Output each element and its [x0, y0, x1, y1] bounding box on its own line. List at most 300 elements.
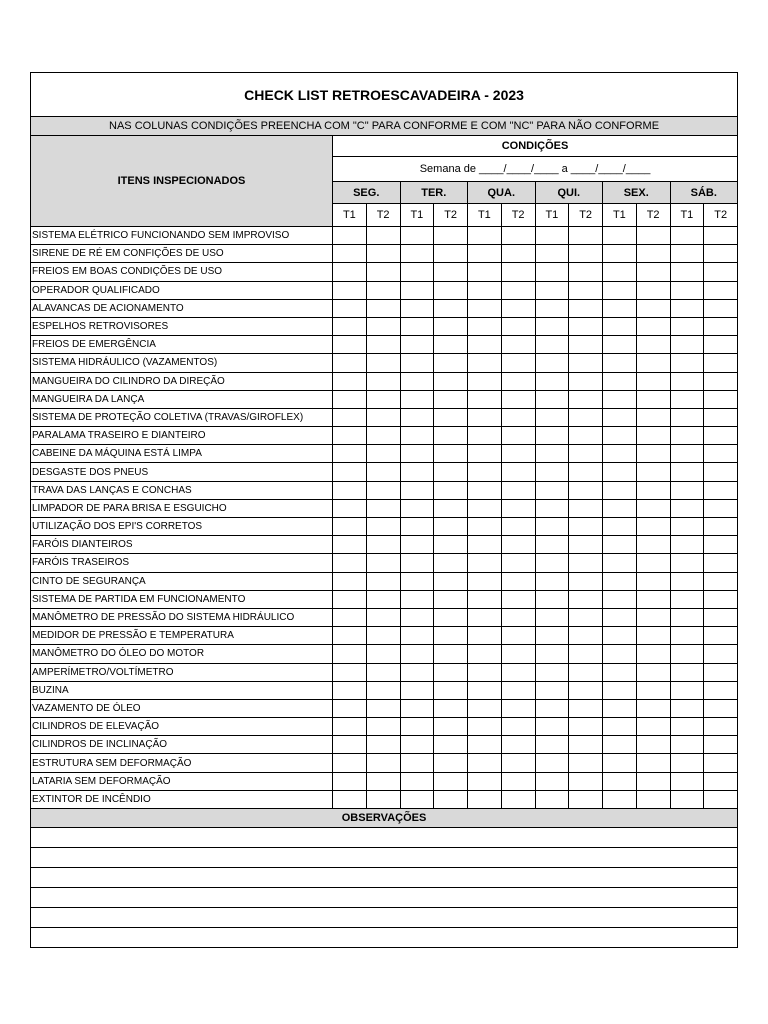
condition-cell[interactable]	[434, 317, 468, 335]
condition-cell[interactable]	[636, 427, 670, 445]
condition-cell[interactable]	[434, 354, 468, 372]
condition-cell[interactable]	[535, 790, 569, 808]
condition-cell[interactable]	[468, 790, 502, 808]
condition-cell[interactable]	[569, 245, 603, 263]
condition-cell[interactable]	[400, 736, 434, 754]
condition-cell[interactable]	[333, 499, 367, 517]
condition-cell[interactable]	[704, 317, 738, 335]
condition-cell[interactable]	[670, 681, 704, 699]
condition-cell[interactable]	[535, 408, 569, 426]
condition-cell[interactable]	[569, 336, 603, 354]
condition-cell[interactable]	[366, 518, 400, 536]
condition-cell[interactable]	[501, 408, 535, 426]
condition-cell[interactable]	[535, 536, 569, 554]
observation-line[interactable]	[31, 928, 738, 948]
condition-cell[interactable]	[366, 245, 400, 263]
condition-cell[interactable]	[603, 354, 637, 372]
condition-cell[interactable]	[636, 772, 670, 790]
condition-cell[interactable]	[366, 427, 400, 445]
condition-cell[interactable]	[400, 518, 434, 536]
condition-cell[interactable]	[400, 372, 434, 390]
condition-cell[interactable]	[468, 445, 502, 463]
condition-cell[interactable]	[468, 372, 502, 390]
condition-cell[interactable]	[636, 245, 670, 263]
condition-cell[interactable]	[535, 754, 569, 772]
condition-cell[interactable]	[569, 790, 603, 808]
condition-cell[interactable]	[535, 463, 569, 481]
condition-cell[interactable]	[501, 445, 535, 463]
condition-cell[interactable]	[636, 317, 670, 335]
condition-cell[interactable]	[434, 554, 468, 572]
condition-cell[interactable]	[366, 299, 400, 317]
condition-cell[interactable]	[333, 281, 367, 299]
condition-cell[interactable]	[468, 390, 502, 408]
condition-cell[interactable]	[501, 736, 535, 754]
condition-cell[interactable]	[434, 372, 468, 390]
condition-cell[interactable]	[333, 718, 367, 736]
condition-cell[interactable]	[569, 590, 603, 608]
condition-cell[interactable]	[569, 299, 603, 317]
condition-cell[interactable]	[434, 408, 468, 426]
condition-cell[interactable]	[704, 754, 738, 772]
condition-cell[interactable]	[704, 463, 738, 481]
condition-cell[interactable]	[366, 718, 400, 736]
condition-cell[interactable]	[569, 499, 603, 517]
condition-cell[interactable]	[400, 336, 434, 354]
condition-cell[interactable]	[501, 227, 535, 245]
condition-cell[interactable]	[501, 572, 535, 590]
condition-cell[interactable]	[535, 590, 569, 608]
condition-cell[interactable]	[434, 499, 468, 517]
condition-cell[interactable]	[704, 336, 738, 354]
condition-cell[interactable]	[636, 627, 670, 645]
condition-cell[interactable]	[434, 536, 468, 554]
condition-cell[interactable]	[400, 263, 434, 281]
condition-cell[interactable]	[366, 772, 400, 790]
condition-cell[interactable]	[670, 536, 704, 554]
condition-cell[interactable]	[670, 263, 704, 281]
condition-cell[interactable]	[636, 554, 670, 572]
condition-cell[interactable]	[603, 754, 637, 772]
condition-cell[interactable]	[636, 518, 670, 536]
condition-cell[interactable]	[569, 481, 603, 499]
condition-cell[interactable]	[535, 354, 569, 372]
condition-cell[interactable]	[501, 718, 535, 736]
condition-cell[interactable]	[366, 681, 400, 699]
condition-cell[interactable]	[468, 281, 502, 299]
condition-cell[interactable]	[434, 699, 468, 717]
condition-cell[interactable]	[670, 445, 704, 463]
condition-cell[interactable]	[434, 245, 468, 263]
condition-cell[interactable]	[670, 245, 704, 263]
observation-line[interactable]	[31, 908, 738, 928]
condition-cell[interactable]	[704, 590, 738, 608]
condition-cell[interactable]	[434, 263, 468, 281]
condition-cell[interactable]	[670, 336, 704, 354]
observation-line[interactable]	[31, 888, 738, 908]
condition-cell[interactable]	[704, 427, 738, 445]
condition-cell[interactable]	[501, 790, 535, 808]
condition-cell[interactable]	[636, 299, 670, 317]
condition-cell[interactable]	[468, 481, 502, 499]
condition-cell[interactable]	[535, 372, 569, 390]
condition-cell[interactable]	[636, 281, 670, 299]
condition-cell[interactable]	[468, 245, 502, 263]
condition-cell[interactable]	[569, 772, 603, 790]
condition-cell[interactable]	[636, 608, 670, 626]
condition-cell[interactable]	[366, 736, 400, 754]
condition-cell[interactable]	[670, 317, 704, 335]
condition-cell[interactable]	[501, 263, 535, 281]
condition-cell[interactable]	[333, 427, 367, 445]
condition-cell[interactable]	[333, 372, 367, 390]
condition-cell[interactable]	[400, 445, 434, 463]
condition-cell[interactable]	[400, 572, 434, 590]
condition-cell[interactable]	[603, 608, 637, 626]
condition-cell[interactable]	[569, 663, 603, 681]
condition-cell[interactable]	[704, 608, 738, 626]
condition-cell[interactable]	[333, 790, 367, 808]
condition-cell[interactable]	[434, 227, 468, 245]
condition-cell[interactable]	[704, 790, 738, 808]
condition-cell[interactable]	[434, 427, 468, 445]
condition-cell[interactable]	[704, 263, 738, 281]
condition-cell[interactable]	[670, 481, 704, 499]
condition-cell[interactable]	[366, 699, 400, 717]
condition-cell[interactable]	[366, 445, 400, 463]
condition-cell[interactable]	[670, 790, 704, 808]
condition-cell[interactable]	[434, 572, 468, 590]
condition-cell[interactable]	[535, 445, 569, 463]
condition-cell[interactable]	[670, 427, 704, 445]
condition-cell[interactable]	[468, 554, 502, 572]
condition-cell[interactable]	[535, 554, 569, 572]
condition-cell[interactable]	[636, 227, 670, 245]
condition-cell[interactable]	[468, 299, 502, 317]
condition-cell[interactable]	[468, 627, 502, 645]
condition-cell[interactable]	[366, 754, 400, 772]
condition-cell[interactable]	[569, 281, 603, 299]
condition-cell[interactable]	[366, 354, 400, 372]
condition-cell[interactable]	[670, 590, 704, 608]
condition-cell[interactable]	[501, 499, 535, 517]
condition-cell[interactable]	[400, 299, 434, 317]
condition-cell[interactable]	[400, 317, 434, 335]
condition-cell[interactable]	[333, 336, 367, 354]
condition-cell[interactable]	[468, 227, 502, 245]
condition-cell[interactable]	[569, 372, 603, 390]
condition-cell[interactable]	[468, 718, 502, 736]
condition-cell[interactable]	[434, 645, 468, 663]
condition-cell[interactable]	[400, 627, 434, 645]
condition-cell[interactable]	[603, 227, 637, 245]
condition-cell[interactable]	[400, 227, 434, 245]
condition-cell[interactable]	[501, 372, 535, 390]
condition-cell[interactable]	[704, 681, 738, 699]
condition-cell[interactable]	[535, 245, 569, 263]
condition-cell[interactable]	[501, 627, 535, 645]
condition-cell[interactable]	[535, 481, 569, 499]
observation-line[interactable]	[31, 828, 738, 848]
condition-cell[interactable]	[434, 627, 468, 645]
condition-cell[interactable]	[535, 227, 569, 245]
condition-cell[interactable]	[704, 699, 738, 717]
condition-cell[interactable]	[468, 663, 502, 681]
condition-cell[interactable]	[501, 681, 535, 699]
condition-cell[interactable]	[636, 336, 670, 354]
condition-cell[interactable]	[636, 718, 670, 736]
condition-cell[interactable]	[468, 681, 502, 699]
condition-cell[interactable]	[704, 736, 738, 754]
condition-cell[interactable]	[603, 281, 637, 299]
condition-cell[interactable]	[400, 536, 434, 554]
condition-cell[interactable]	[535, 736, 569, 754]
condition-cell[interactable]	[333, 390, 367, 408]
condition-cell[interactable]	[468, 772, 502, 790]
condition-cell[interactable]	[468, 354, 502, 372]
condition-cell[interactable]	[636, 663, 670, 681]
condition-cell[interactable]	[704, 663, 738, 681]
condition-cell[interactable]	[400, 408, 434, 426]
condition-cell[interactable]	[535, 627, 569, 645]
condition-cell[interactable]	[670, 554, 704, 572]
condition-cell[interactable]	[603, 627, 637, 645]
condition-cell[interactable]	[535, 390, 569, 408]
condition-cell[interactable]	[366, 336, 400, 354]
condition-cell[interactable]	[670, 227, 704, 245]
condition-cell[interactable]	[636, 481, 670, 499]
condition-cell[interactable]	[535, 772, 569, 790]
condition-cell[interactable]	[535, 663, 569, 681]
condition-cell[interactable]	[434, 281, 468, 299]
condition-cell[interactable]	[569, 227, 603, 245]
condition-cell[interactable]	[704, 227, 738, 245]
condition-cell[interactable]	[603, 645, 637, 663]
condition-cell[interactable]	[535, 427, 569, 445]
condition-cell[interactable]	[366, 608, 400, 626]
condition-cell[interactable]	[535, 263, 569, 281]
condition-cell[interactable]	[603, 336, 637, 354]
condition-cell[interactable]	[636, 736, 670, 754]
condition-cell[interactable]	[333, 663, 367, 681]
condition-cell[interactable]	[603, 481, 637, 499]
condition-cell[interactable]	[636, 754, 670, 772]
condition-cell[interactable]	[636, 390, 670, 408]
condition-cell[interactable]	[670, 699, 704, 717]
condition-cell[interactable]	[333, 245, 367, 263]
condition-cell[interactable]	[468, 463, 502, 481]
condition-cell[interactable]	[434, 590, 468, 608]
condition-cell[interactable]	[501, 645, 535, 663]
condition-cell[interactable]	[366, 572, 400, 590]
condition-cell[interactable]	[670, 518, 704, 536]
condition-cell[interactable]	[468, 263, 502, 281]
condition-cell[interactable]	[366, 790, 400, 808]
condition-cell[interactable]	[569, 445, 603, 463]
condition-cell[interactable]	[670, 463, 704, 481]
condition-cell[interactable]	[468, 699, 502, 717]
condition-cell[interactable]	[670, 299, 704, 317]
condition-cell[interactable]	[603, 390, 637, 408]
condition-cell[interactable]	[366, 281, 400, 299]
condition-cell[interactable]	[603, 663, 637, 681]
condition-cell[interactable]	[366, 227, 400, 245]
condition-cell[interactable]	[501, 354, 535, 372]
condition-cell[interactable]	[434, 390, 468, 408]
condition-cell[interactable]	[603, 518, 637, 536]
condition-cell[interactable]	[333, 572, 367, 590]
condition-cell[interactable]	[569, 390, 603, 408]
condition-cell[interactable]	[501, 463, 535, 481]
condition-cell[interactable]	[636, 572, 670, 590]
condition-cell[interactable]	[569, 317, 603, 335]
condition-cell[interactable]	[670, 645, 704, 663]
condition-cell[interactable]	[501, 699, 535, 717]
condition-cell[interactable]	[704, 481, 738, 499]
condition-cell[interactable]	[569, 463, 603, 481]
condition-cell[interactable]	[434, 445, 468, 463]
condition-cell[interactable]	[333, 227, 367, 245]
condition-cell[interactable]	[400, 427, 434, 445]
condition-cell[interactable]	[333, 627, 367, 645]
condition-cell[interactable]	[670, 372, 704, 390]
condition-cell[interactable]	[603, 554, 637, 572]
condition-cell[interactable]	[501, 608, 535, 626]
condition-cell[interactable]	[603, 463, 637, 481]
condition-cell[interactable]	[333, 554, 367, 572]
condition-cell[interactable]	[670, 390, 704, 408]
condition-cell[interactable]	[704, 536, 738, 554]
condition-cell[interactable]	[603, 790, 637, 808]
condition-cell[interactable]	[400, 754, 434, 772]
condition-cell[interactable]	[434, 718, 468, 736]
condition-cell[interactable]	[501, 336, 535, 354]
condition-cell[interactable]	[535, 336, 569, 354]
condition-cell[interactable]	[333, 536, 367, 554]
condition-cell[interactable]	[535, 572, 569, 590]
condition-cell[interactable]	[366, 408, 400, 426]
condition-cell[interactable]	[569, 354, 603, 372]
condition-cell[interactable]	[603, 245, 637, 263]
condition-cell[interactable]	[400, 681, 434, 699]
condition-cell[interactable]	[366, 627, 400, 645]
condition-cell[interactable]	[366, 390, 400, 408]
condition-cell[interactable]	[535, 608, 569, 626]
condition-cell[interactable]	[704, 354, 738, 372]
condition-cell[interactable]	[468, 499, 502, 517]
condition-cell[interactable]	[366, 499, 400, 517]
condition-cell[interactable]	[468, 427, 502, 445]
condition-cell[interactable]	[603, 590, 637, 608]
condition-cell[interactable]	[535, 699, 569, 717]
condition-cell[interactable]	[670, 608, 704, 626]
condition-cell[interactable]	[636, 463, 670, 481]
condition-cell[interactable]	[636, 590, 670, 608]
condition-cell[interactable]	[366, 645, 400, 663]
condition-cell[interactable]	[434, 681, 468, 699]
condition-cell[interactable]	[704, 572, 738, 590]
condition-cell[interactable]	[333, 518, 367, 536]
condition-cell[interactable]	[636, 499, 670, 517]
condition-cell[interactable]	[569, 608, 603, 626]
condition-cell[interactable]	[636, 645, 670, 663]
condition-cell[interactable]	[603, 681, 637, 699]
condition-cell[interactable]	[333, 317, 367, 335]
condition-cell[interactable]	[400, 499, 434, 517]
condition-cell[interactable]	[535, 518, 569, 536]
condition-cell[interactable]	[670, 281, 704, 299]
condition-cell[interactable]	[434, 481, 468, 499]
condition-cell[interactable]	[569, 572, 603, 590]
condition-cell[interactable]	[366, 590, 400, 608]
condition-cell[interactable]	[501, 317, 535, 335]
condition-cell[interactable]	[603, 372, 637, 390]
condition-cell[interactable]	[636, 408, 670, 426]
condition-cell[interactable]	[603, 772, 637, 790]
condition-cell[interactable]	[569, 681, 603, 699]
condition-cell[interactable]	[603, 427, 637, 445]
condition-cell[interactable]	[333, 354, 367, 372]
condition-cell[interactable]	[704, 645, 738, 663]
condition-cell[interactable]	[366, 463, 400, 481]
condition-cell[interactable]	[569, 754, 603, 772]
condition-cell[interactable]	[333, 445, 367, 463]
condition-cell[interactable]	[333, 645, 367, 663]
condition-cell[interactable]	[366, 481, 400, 499]
condition-cell[interactable]	[501, 281, 535, 299]
condition-cell[interactable]	[501, 299, 535, 317]
condition-cell[interactable]	[501, 518, 535, 536]
condition-cell[interactable]	[670, 663, 704, 681]
condition-cell[interactable]	[434, 518, 468, 536]
condition-cell[interactable]	[704, 718, 738, 736]
condition-cell[interactable]	[603, 572, 637, 590]
condition-cell[interactable]	[636, 445, 670, 463]
condition-cell[interactable]	[400, 663, 434, 681]
condition-cell[interactable]	[366, 317, 400, 335]
condition-cell[interactable]	[333, 608, 367, 626]
condition-cell[interactable]	[434, 663, 468, 681]
condition-cell[interactable]	[569, 408, 603, 426]
condition-cell[interactable]	[670, 499, 704, 517]
condition-cell[interactable]	[569, 263, 603, 281]
condition-cell[interactable]	[704, 554, 738, 572]
condition-cell[interactable]	[434, 772, 468, 790]
condition-cell[interactable]	[670, 354, 704, 372]
condition-cell[interactable]	[704, 245, 738, 263]
condition-cell[interactable]	[535, 681, 569, 699]
condition-cell[interactable]	[670, 718, 704, 736]
condition-cell[interactable]	[468, 408, 502, 426]
condition-cell[interactable]	[501, 427, 535, 445]
condition-cell[interactable]	[333, 699, 367, 717]
condition-cell[interactable]	[704, 772, 738, 790]
condition-cell[interactable]	[603, 536, 637, 554]
condition-cell[interactable]	[400, 245, 434, 263]
condition-cell[interactable]	[603, 718, 637, 736]
condition-cell[interactable]	[704, 281, 738, 299]
condition-cell[interactable]	[434, 736, 468, 754]
condition-cell[interactable]	[333, 736, 367, 754]
condition-cell[interactable]	[468, 608, 502, 626]
condition-cell[interactable]	[569, 427, 603, 445]
condition-cell[interactable]	[636, 790, 670, 808]
condition-cell[interactable]	[434, 608, 468, 626]
condition-cell[interactable]	[400, 608, 434, 626]
condition-cell[interactable]	[434, 790, 468, 808]
condition-cell[interactable]	[704, 408, 738, 426]
condition-cell[interactable]	[636, 372, 670, 390]
